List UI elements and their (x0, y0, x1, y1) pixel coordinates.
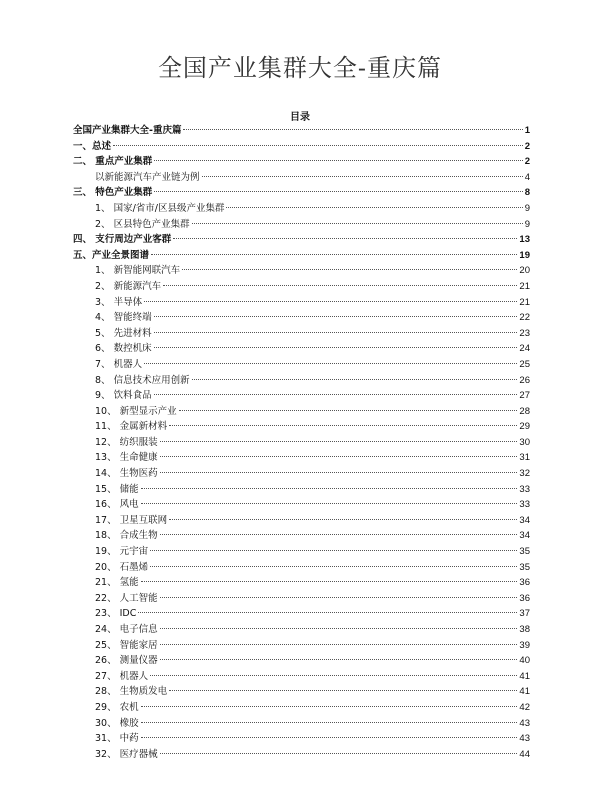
toc-entry-page: 27 (519, 390, 530, 402)
toc-entry-title: 1、 国家/省市/区县级产业集群 (95, 202, 225, 214)
toc-entry[interactable] (73, 232, 530, 248)
toc-entry[interactable] (73, 295, 530, 311)
toc-entry-title: 26、 测量仪器 (95, 655, 158, 667)
toc-entry-title: 31、 中药 (95, 733, 139, 745)
toc-dot-leader (183, 129, 522, 130)
toc-dot-leader (160, 753, 518, 754)
toc-entry-title: 一、总述 (73, 140, 112, 152)
toc-entry-page: 22 (519, 312, 530, 324)
toc-entry-page: 9 (524, 218, 530, 230)
toc-entry[interactable] (73, 544, 530, 560)
toc-entry[interactable] (73, 700, 530, 716)
toc-dot-leader (154, 316, 518, 317)
toc-entry[interactable] (73, 606, 530, 622)
toc-entry[interactable] (73, 419, 530, 435)
toc-entry-title: 18、 合成生物 (95, 530, 158, 542)
toc-entry-title: 15、 储能 (95, 483, 139, 495)
toc-entry-title: 17、 卫星互联网 (95, 514, 168, 526)
toc-dot-leader (141, 488, 518, 489)
toc-entry-page: 2 (524, 156, 530, 168)
toc-entry-title: 30、 橡胶 (95, 717, 139, 729)
toc-entry[interactable] (73, 731, 530, 747)
toc-entry-page: 42 (519, 701, 530, 713)
toc-entry-title: 29、 农机 (95, 701, 139, 713)
toc-entry[interactable] (73, 653, 530, 669)
toc-entry-page: 28 (519, 405, 530, 417)
toc-entry-title: 5、 先进材料 (95, 327, 152, 339)
toc-entry[interactable] (73, 388, 530, 404)
toc-entry-page: 34 (519, 514, 530, 526)
toc-dot-leader (144, 363, 517, 364)
toc-entry-title: 全国产业集群大全-重庆篇 (73, 125, 182, 136)
toc-entry-title: 19、 元宇宙 (95, 546, 149, 558)
toc-entry-page: 20 (519, 265, 530, 277)
toc-entry-title: 13、 生命健康 (95, 452, 158, 464)
toc-entry[interactable] (73, 560, 530, 576)
toc-entry[interactable] (73, 185, 530, 201)
toc-entry[interactable] (73, 684, 530, 700)
toc-entry-title: 16、 风电 (95, 499, 139, 511)
toc-entry-page: 41 (519, 686, 530, 698)
toc-dot-leader (154, 191, 522, 192)
toc-entry[interactable] (73, 497, 530, 513)
toc-entry[interactable] (73, 373, 530, 389)
toc-dot-leader (141, 706, 518, 707)
toc-dot-leader (192, 379, 518, 380)
table-of-contents (73, 123, 530, 762)
document-title: 全国产业集群大全-重庆篇 (157, 54, 443, 82)
toc-entry-title: 25、 智能家居 (95, 639, 158, 651)
toc-entry-title: 7、 机器人 (95, 358, 143, 370)
toc-entry[interactable] (73, 170, 530, 186)
toc-entry[interactable] (73, 123, 530, 139)
toc-dot-leader (150, 566, 517, 567)
toc-entry-page: 33 (519, 499, 530, 511)
toc-entry[interactable] (73, 404, 530, 420)
toc-entry-page: 36 (519, 577, 530, 589)
toc-dot-leader (138, 612, 517, 613)
toc-entry[interactable] (73, 482, 530, 498)
toc-dot-leader (169, 425, 517, 426)
toc-entry-page: 35 (519, 561, 530, 573)
toc-dot-leader (151, 254, 517, 255)
toc-dot-leader (226, 207, 522, 208)
toc-dot-leader (179, 410, 518, 411)
toc-entry-title: 23、 IDC (95, 608, 137, 620)
toc-entry[interactable] (73, 154, 530, 170)
toc-entry-title: 21、 氢能 (95, 577, 139, 589)
toc-entry-page: 26 (519, 374, 530, 386)
toc-entry-page: 31 (519, 452, 530, 464)
toc-dot-leader (169, 690, 517, 691)
toc-entry-title: 28、 生物质发电 (95, 686, 168, 698)
toc-entry-page: 44 (519, 748, 530, 760)
toc-entry[interactable] (73, 201, 530, 217)
toc-dot-leader (154, 394, 518, 395)
toc-entry[interactable] (73, 263, 530, 279)
toc-entry-title: 12、 纺织服装 (95, 436, 158, 448)
toc-entry-page: 9 (524, 202, 530, 214)
toc-entry-page: 21 (519, 296, 530, 308)
toc-entry-title: 三、 特色产业集群 (73, 187, 153, 199)
toc-entry-page: 8 (524, 187, 530, 199)
toc-entry-title: 22、 人工智能 (95, 592, 158, 604)
toc-entry[interactable] (73, 341, 530, 357)
toc-entry[interactable] (73, 575, 530, 591)
toc-entry-page: 30 (519, 436, 530, 448)
toc-entry-page: 40 (519, 655, 530, 667)
toc-entry-page: 36 (519, 592, 530, 604)
toc-entry[interactable] (73, 528, 530, 544)
toc-entry-page: 13 (519, 234, 530, 246)
toc-dot-leader (141, 503, 518, 504)
toc-entry-title: 3、 半导体 (95, 296, 143, 308)
toc-entry-page: 37 (519, 608, 530, 620)
toc-dot-leader (173, 238, 517, 239)
toc-entry-page: 24 (519, 343, 530, 355)
toc-dot-leader (154, 332, 518, 333)
toc-entry[interactable] (73, 466, 530, 482)
toc-entry[interactable] (73, 248, 530, 264)
toc-entry[interactable] (73, 513, 530, 529)
toc-dot-leader (163, 285, 517, 286)
toc-entry-page: 29 (519, 421, 530, 433)
toc-entry-page: 19 (519, 249, 530, 261)
toc-entry-page: 35 (519, 546, 530, 558)
toc-entry[interactable] (73, 310, 530, 326)
toc-entry-page: 33 (519, 483, 530, 495)
toc-entry-title: 2、 新能源汽车 (95, 280, 162, 292)
toc-entry-page: 38 (519, 624, 530, 635)
toc-entry-title: 五、产业全景图谱 (73, 249, 150, 261)
toc-dot-leader (160, 659, 518, 660)
toc-entry-page: 2 (524, 140, 530, 152)
toc-entry[interactable] (73, 279, 530, 295)
toc-entry[interactable] (73, 591, 530, 607)
toc-entry-title: 二、 重点产业集群 (73, 156, 153, 168)
toc-entry-page: 39 (519, 639, 530, 651)
toc-dot-leader (160, 472, 518, 473)
toc-entry[interactable] (73, 638, 530, 654)
toc-entry[interactable] (73, 326, 530, 342)
toc-dot-leader (154, 160, 522, 161)
toc-entry-page: 1 (524, 125, 530, 136)
toc-entry-title: 9、 饮料食品 (95, 390, 152, 402)
toc-dot-leader (202, 176, 523, 177)
toc-dot-leader (160, 644, 518, 645)
toc-dot-leader (154, 347, 518, 348)
toc-dot-leader (160, 441, 518, 442)
toc-entry[interactable] (73, 622, 530, 638)
toc-dot-leader (160, 597, 518, 598)
toc-entry-title: 8、 信息技术应用创新 (95, 374, 190, 386)
toc-entry[interactable] (73, 357, 530, 373)
toc-entry-page: 21 (519, 280, 530, 292)
toc-entry-title: 四、 支行周边产业客群 (73, 234, 172, 246)
toc-entry-page: 25 (519, 358, 530, 370)
toc-entry-title: 27、 机器人 (95, 670, 149, 682)
toc-entry-title: 1、 新智能网联汽车 (95, 265, 181, 277)
toc-entry[interactable] (73, 669, 530, 685)
toc-entry-page: 41 (519, 670, 530, 682)
toc-dot-leader (150, 675, 517, 676)
toc-dot-leader (144, 301, 517, 302)
toc-entry-title: 24、 电子信息 (95, 624, 158, 635)
toc-entry-title: 10、 新型显示产业 (95, 405, 177, 417)
toc-entry-page: 34 (519, 530, 530, 542)
toc-entry[interactable] (73, 747, 530, 763)
toc-entry-title: 32、 医疗器械 (95, 748, 158, 760)
toc-entry-page: 23 (519, 327, 530, 339)
toc-dot-leader (160, 534, 518, 535)
toc-dot-leader (141, 581, 518, 582)
toc-entry-title: 4、 智能终端 (95, 312, 152, 324)
toc-dot-leader (192, 223, 523, 224)
toc-entry[interactable] (73, 450, 530, 466)
toc-entry-page: 4 (524, 171, 530, 183)
toc-entry-title: 20、 石墨烯 (95, 561, 149, 573)
toc-dot-leader (182, 269, 517, 270)
toc-entry-title: 11、 金属新材料 (95, 421, 168, 433)
toc-entry[interactable] (73, 139, 530, 155)
toc-entry-page: 32 (519, 468, 530, 480)
toc-dot-leader (150, 550, 517, 551)
toc-dot-leader (113, 145, 523, 146)
toc-dot-leader (141, 737, 518, 738)
toc-entry[interactable] (73, 217, 530, 233)
toc-entry-page: 43 (519, 733, 530, 745)
toc-dot-leader (160, 456, 518, 457)
toc-entry-title: 以新能源汽车产业链为例 (95, 171, 200, 183)
toc-entry-page: 43 (519, 717, 530, 729)
toc-dot-leader (160, 628, 518, 629)
toc-entry[interactable] (73, 716, 530, 732)
toc-dot-leader (169, 519, 517, 520)
toc-heading: 目录 (290, 112, 310, 123)
toc-entry-title: 6、 数控机床 (95, 343, 152, 355)
toc-entry-title: 14、 生物医药 (95, 468, 158, 480)
toc-entry-title: 2、 区县特色产业集群 (95, 218, 190, 230)
toc-entry[interactable] (73, 435, 530, 451)
toc-dot-leader (141, 722, 518, 723)
